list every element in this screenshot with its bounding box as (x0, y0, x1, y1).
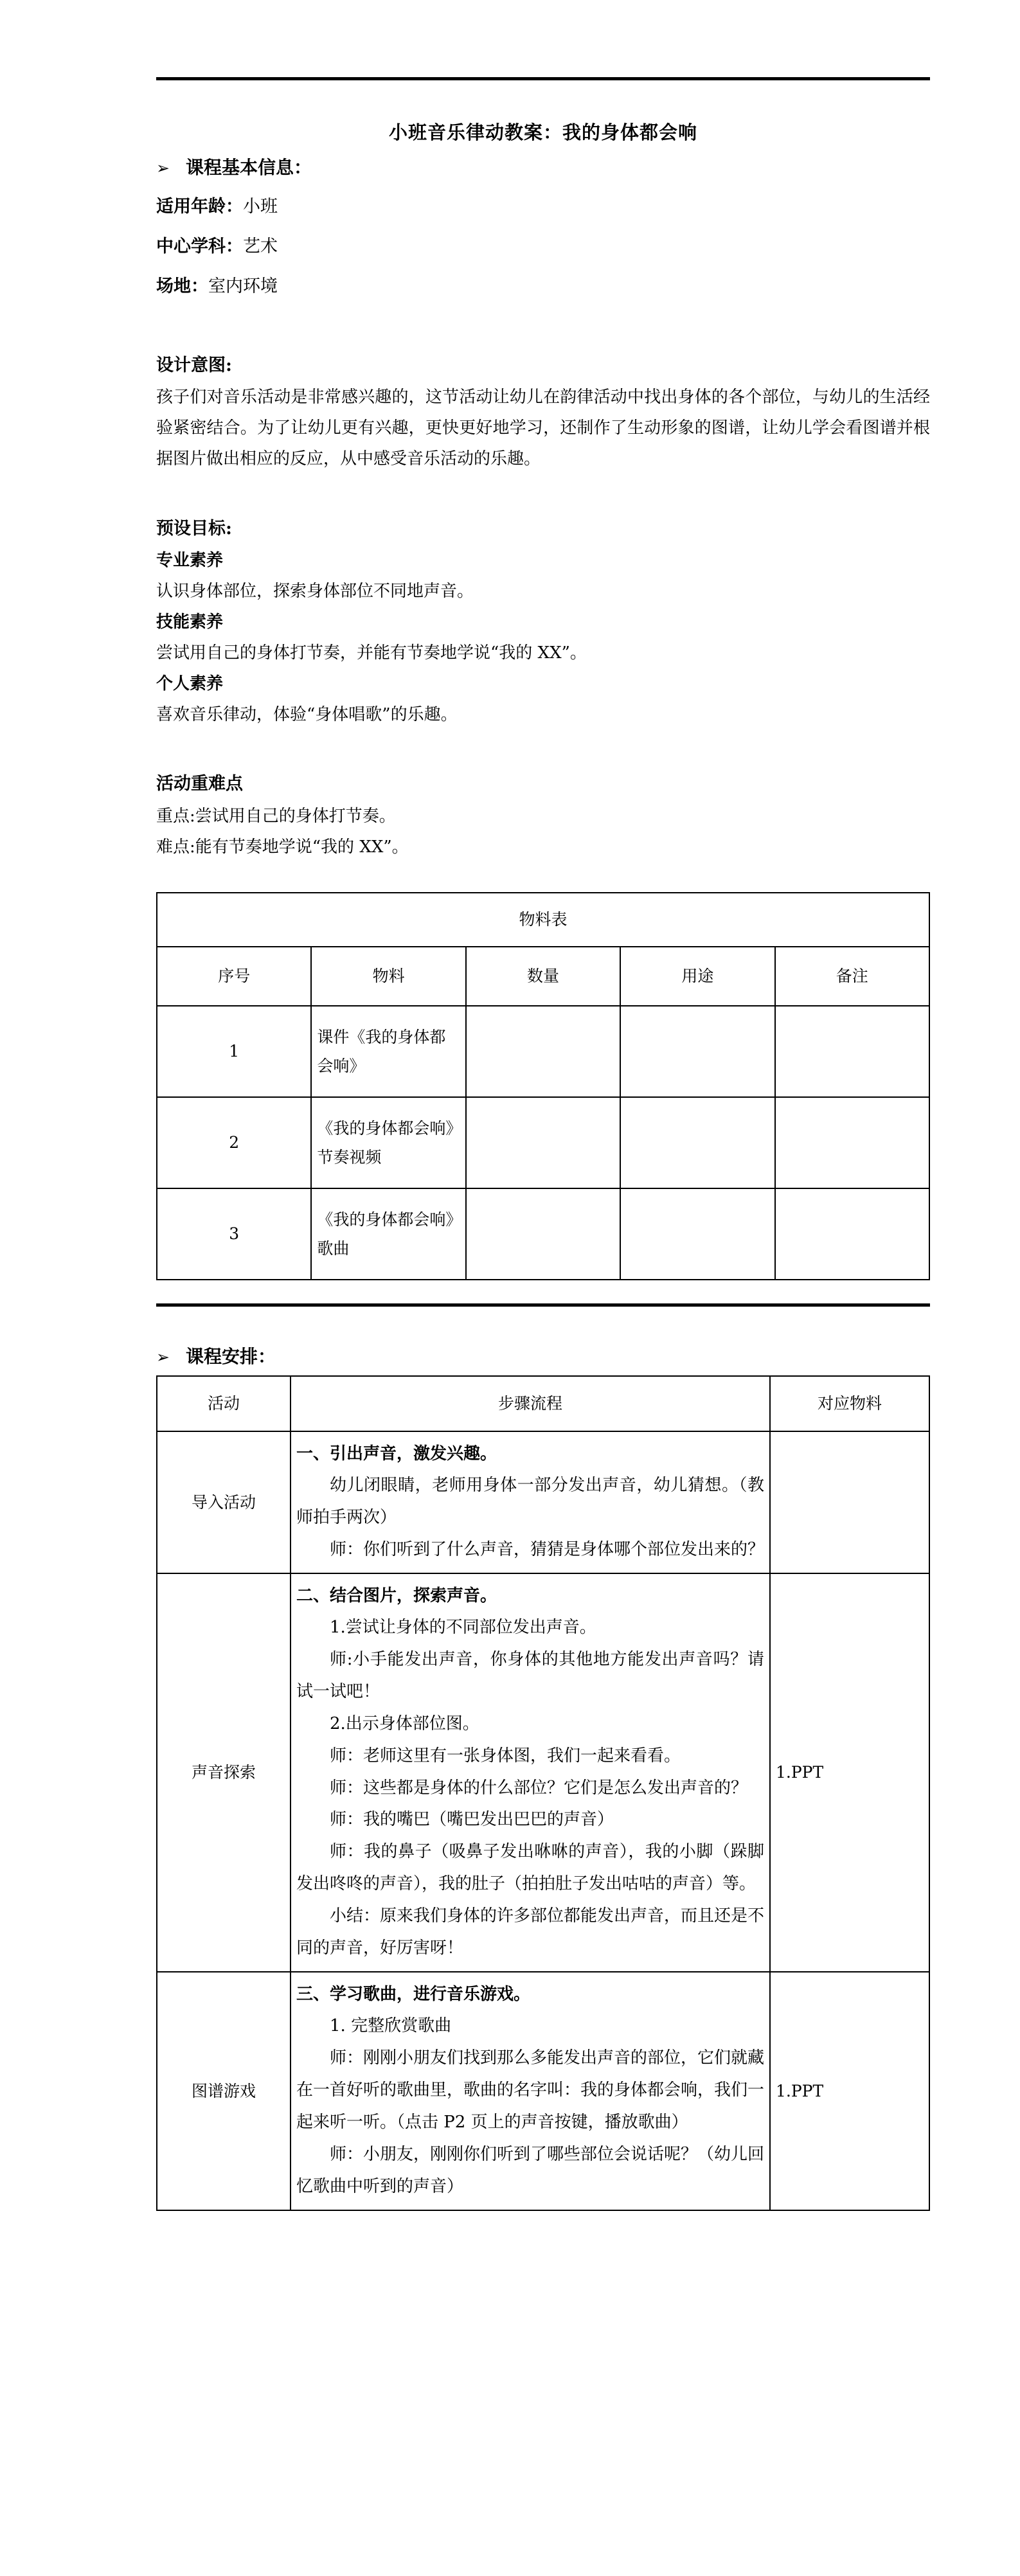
schedule-cell-activity: 图谱游戏 (157, 1972, 291, 2210)
step-line: 师:小手能发出声音，你身体的其他地方能发出声音吗？请试一试吧！ (296, 1649, 764, 1701)
materials-header-name: 物料 (311, 947, 465, 1006)
info-value-age: 小班 (243, 197, 278, 217)
step-heading: 三、学习歌曲，进行音乐游戏。 (296, 1985, 531, 2005)
schedule-cell-activity: 导入活动 (157, 1431, 291, 1573)
schedule-cell-activity: 声音探索 (157, 1573, 291, 1972)
materials-cell-note (775, 1097, 929, 1188)
materials-cell-use (620, 1006, 774, 1097)
info-value-subject: 艺术 (243, 237, 278, 257)
schedule-cell-material: 1.PPT (770, 1573, 929, 1972)
info-row-age (156, 192, 930, 222)
step-line: 师：老师这里有一张身体图，我们一起来看看。 (330, 1746, 681, 1766)
arrow-bullet-icon: ➢ (156, 158, 170, 177)
spacer (156, 730, 930, 747)
schedule-heading-label: 课程安排： (186, 1345, 276, 1367)
table-row (157, 1188, 929, 1280)
materials-table-caption: 物料表 (157, 893, 929, 947)
goals-heading: 预设目标: (156, 518, 232, 539)
step-line: 师：刚刚小朋友们找到那么多能发出声音的部位，它们就藏在一首好听的歌曲里，歌曲的名字叫：我的身体都会响，我们一起来听一听。（点击 P2 页上的声音按键，播放歌曲） (296, 2048, 765, 2133)
page-title: 小班音乐律动教案：我的身体都会响 (388, 121, 697, 143)
table-row (157, 1573, 929, 1972)
spacer (156, 863, 930, 892)
materials-cell-index: 2 (157, 1097, 311, 1188)
materials-cell-qty (466, 1006, 620, 1097)
materials-cell-index: 1 (157, 1006, 311, 1097)
info-label-venue: 场地： (156, 276, 208, 297)
step-line: 2.出示身体部位图。 (330, 1713, 479, 1733)
info-row-venue (156, 272, 930, 301)
materials-cell-qty (466, 1097, 620, 1188)
info-row-subject (156, 232, 930, 262)
step-line: 师：我的鼻子（吸鼻子发出咻咻的声音），我的小脚（跺脚发出咚咚的声音），我的肚子（拍拍肚子发出咕咕的声音）等。 (296, 1842, 764, 1894)
info-label-age: 适用年龄： (156, 197, 243, 217)
materials-cell-qty (466, 1188, 620, 1280)
step-line: 1.尝试让身体的不同部位发出声音。 (330, 1618, 596, 1638)
info-label-subject: 中心学科： (156, 237, 243, 257)
top-horizontal-rule (156, 77, 930, 80)
step-line: 小结：原来我们身体的许多部位都能发出声音，而且还是不同的声音，好厉害呀！ (296, 1906, 765, 1958)
key-point-difficulty: 难点:能有节奏地学说“我的 XX”。 (156, 837, 409, 857)
materials-cell-note (775, 1188, 929, 1280)
schedule-table (156, 1375, 930, 2211)
key-points-heading: 活动重难点 (156, 774, 243, 794)
step-line: 师：小朋友，刚刚你们听到了哪些部位会说话呢？（幼儿回忆歌曲中听到的声音） (296, 2145, 765, 2196)
table-row (157, 1972, 929, 2210)
materials-header-index: 序号 (157, 947, 311, 1006)
materials-cell-use (620, 1097, 774, 1188)
materials-header-qty: 数量 (466, 947, 620, 1006)
schedule-header-material: 对应物料 (770, 1376, 929, 1431)
step-line: 师：我的嘴巴（嘴巴发出巴巴的声音） (330, 1810, 614, 1830)
goal-subheading-professional: 专业素养 (156, 550, 224, 570)
goal-text-professional: 认识身体部位，探索身体部位不同地声音。 (156, 581, 474, 601)
spacer (156, 475, 930, 492)
design-intent-paragraph: 孩子们对音乐活动是非常感兴趣的，这节活动让幼儿在韵律活动中找出身体的各个部位，与幼儿的生活经验紧密结合。为了让幼儿更有兴趣，更快更好地学习，还制作了生动形象的图谱，让幼儿学会看图谱并根据图片做出相应的反应，从中感受音乐活动的乐趣。 (156, 388, 930, 469)
spacer (156, 1307, 930, 1336)
materials-cell-use (620, 1188, 774, 1280)
step-line: 师：这些都是身体的什么部位？它们是怎么发出声音的？ (330, 1778, 748, 1798)
document-content (156, 0, 930, 2211)
arrow-bullet-icon: ➢ (156, 1347, 170, 1366)
goal-text-skill: 尝试用自己的身体打节奏，并能有节奏地学说“我的 XX”。 (156, 643, 587, 663)
schedule-header-activity: 活动 (157, 1376, 291, 1431)
materials-cell-name: 《我的身体都会响》歌曲 (311, 1188, 465, 1280)
materials-header-use: 用途 (620, 947, 774, 1006)
step-line: 1. 完整欣赏歌曲 (330, 2016, 452, 2036)
materials-cell-name: 课件《我的身体都会响》 (311, 1006, 465, 1097)
step-heading: 一、引出声音，激发兴趣。 (296, 1444, 497, 1463)
goal-text-personal: 喜欢音乐律动，体验“身体唱歌”的乐趣。 (156, 705, 458, 725)
step-line: 幼儿闭眼睛，老师用身体一部分发出声音，幼儿猜想。（教师拍手两次） (296, 1475, 764, 1527)
schedule-cell-material (770, 1431, 929, 1573)
goal-subheading-personal: 个人素养 (156, 674, 224, 694)
section-heading-schedule (156, 1343, 930, 1372)
materials-cell-note (775, 1006, 929, 1097)
materials-table (156, 892, 930, 1280)
spacer (156, 312, 930, 328)
step-heading: 二、结合图片，探索声音。 (296, 1586, 497, 1606)
table-row (157, 1431, 929, 1573)
section-heading-basic-info (156, 154, 930, 183)
materials-cell-index: 3 (157, 1188, 311, 1280)
schedule-cell-material: 1.PPT (770, 1972, 929, 2210)
schedule-header-row (157, 1376, 929, 1431)
schedule-header-steps: 步骤流程 (291, 1376, 770, 1431)
basic-info-heading-label: 课程基本信息： (186, 156, 312, 178)
materials-header-note: 备注 (775, 947, 929, 1006)
design-intent-heading: 设计意图: (156, 355, 232, 375)
schedule-cell-steps (291, 1972, 770, 2210)
table-row (157, 1097, 929, 1188)
key-point-focus: 重点:尝试用自己的身体打节奏。 (156, 806, 396, 826)
table-row (157, 1006, 929, 1097)
schedule-cell-steps (291, 1431, 770, 1573)
step-line: 师：你们听到了什么声音，猜猜是身体哪个部位发出来的？ (330, 1539, 765, 1559)
materials-table-caption-row (157, 893, 929, 947)
info-value-venue: 室内环境 (208, 276, 278, 297)
materials-cell-name: 《我的身体都会响》节奏视频 (311, 1097, 465, 1188)
materials-table-header-row (157, 947, 929, 1006)
schedule-cell-steps (291, 1573, 770, 1972)
goal-subheading-skill: 技能素养 (156, 612, 224, 632)
